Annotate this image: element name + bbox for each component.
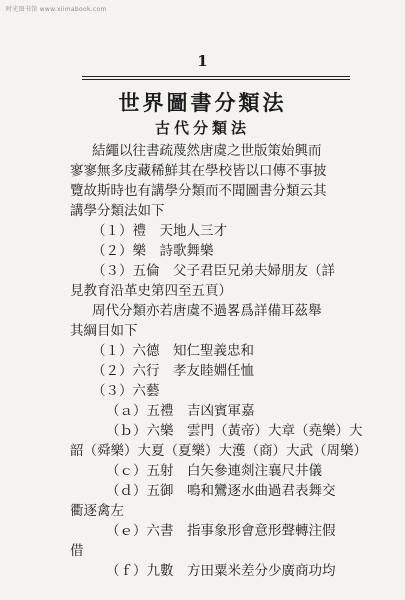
- text-line: （ｂ）六樂 雲門（黃帝）大章（堯樂）大: [106, 423, 363, 439]
- header-rule-bottom: [82, 79, 350, 80]
- text-line: （ｃ）五射 白矢參連剡注襄尺井儀: [106, 463, 322, 479]
- text-line: （ｅ）六書 指事象形會意形聲轉注假: [106, 523, 336, 539]
- text-line: （ｄ）五御 鳴和鸞逐水曲過君表舞交: [106, 483, 336, 499]
- text-line: 韶（舜樂）大夏（夏樂）大濩（商）大武（周樂）: [70, 443, 367, 459]
- text-line: 寥寥無多庋藏稀鮮其在學校皆以口傳不事披: [70, 163, 327, 179]
- text-line: 衢逐禽左: [70, 503, 124, 519]
- text-line: （ｆ）九數 方田粟米差分少廣商功均: [106, 563, 336, 579]
- text-line: 覽故斯時也有講學分類而不聞圖書分類云其: [70, 183, 327, 199]
- text-line: 見教育沿革史第四至五頁）: [70, 283, 232, 299]
- text-line: 講學分類法如下: [70, 203, 165, 219]
- text-line: （３）六藝: [92, 383, 160, 399]
- text-line: （３）五倫 父子君臣兄弟夫婦朋友（詳: [92, 263, 335, 279]
- header-rule-top: [82, 76, 350, 77]
- text-line: 結繩以往書疏蔑然唐虞之世版策始興而: [92, 143, 322, 159]
- section-subtitle: 古代分類法: [154, 119, 250, 137]
- page-title: 世界圖書分類法: [118, 90, 287, 115]
- text-line: （ａ）五禮 吉凶賓軍嘉: [106, 403, 255, 419]
- text-line: （１）六德 知仁聖義忠和: [92, 343, 254, 359]
- text-line: 周代分類亦若唐虞不過畧爲詳備耳茲舉: [92, 303, 322, 319]
- text-line: （２）樂 詩歌舞樂: [92, 243, 214, 259]
- text-line: 借: [70, 543, 84, 559]
- watermark: 时光图书馆 www.xiimabook.com: [6, 6, 107, 13]
- text-line: 其綱目如下: [70, 323, 138, 339]
- text-line: （１）禮 天地人三才: [92, 223, 227, 239]
- text-line: （２）六行 孝友睦婣任恤: [92, 363, 254, 379]
- page-number: 1: [197, 52, 208, 70]
